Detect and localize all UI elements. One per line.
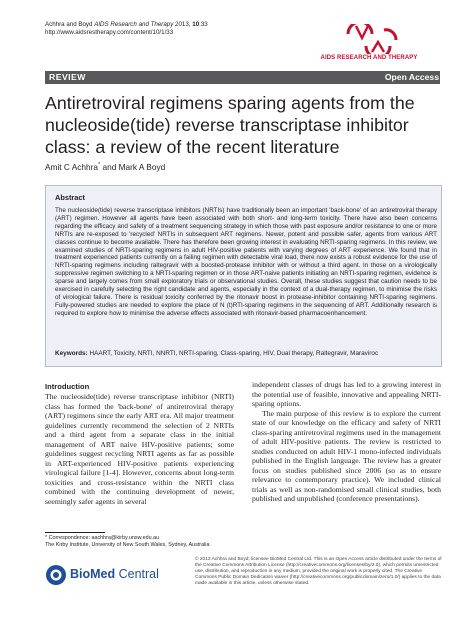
publisher-name-part2: Central (115, 567, 159, 581)
journal-logo (296, 24, 442, 66)
abstract-text: The nucleoside(tide) reverse transcriptase inhibitors (NRTIs) have traditionally been an important 'back-bone' of an antiretroviral therapy (ART) regimen. However all agents have been associated with both short- and long-term toxicity. There have also been concerns regarding the efficacy and safety of a treatment sequencing strategy in which those with past exposure and/or resistance to one or more NRTIs are re-exposed to 'recycled' NRTIs in subsequent ART regimens. Newer, potent and possible safer, agents from various ART classes continue to become available. There has therefore been growing interest in evaluating NRTI-sparing regimens. In this review, we examined studies of NRTI-sparing regimens in adult HIV-positive patients with varying degrees of ART experience. We found that in treatment experienced patients currently on a failing regimen with detectable viral load, there now exists a robust evidence for the use of NRTI-sparing regimens including raltegravir with a boosted-protease inhibitor with or without a third agent. In those on a virologically suppressive regimen switching to a NRTI-sparing regimen or in those ART-naive patients initiating an NRTI-sparing regimen, evidence is sparse and largely comes from small exploratory trials or observational studies. Overall, these studies suggest that caution needs to be exercised in carefully selecting the right candidate and agents, especially in the context of a dual-therapy regimen, to minimise the risks of virological failure. There is residual toxicity conferred by the ritonavir boost in protease-inhibitor containing NRTI-sparing regimens. Fully-powered studies are needed to explore the place of N (t)RTI-sparing regimens in the sequencing of ART. Additionally research is required to explore how to minimise the adverse effects associated with ritonavir-based pharmacoenhancement. (55, 207, 437, 317)
citation-volume: 10 (192, 21, 200, 28)
citation-journal: AIDS Research and Therapy (94, 21, 174, 28)
publisher-name (70, 567, 159, 581)
keywords-line (55, 350, 437, 358)
author-1[interactable]: Amit C Achhra (45, 162, 99, 172)
article-type-label: REVIEW (49, 72, 86, 82)
license-text: © 2013 Achhra and Boyd; licensee BioMed Central Ltd. This is an Open Access article distributed under the terms of the Creative Commons Attribution License (http://creativecommons.org/licenses/by/2.0), which permits unrestricted use, distribution, and reproduction in any medium, provided the original work is properly cited. The Creative Commons Public Domain Dedication waiver (http://creativecommons.org/publicdomain/zero/1.0/) applies to the data made available in this article, unless otherwise stated. (195, 557, 442, 586)
introduction-right-column (252, 380, 441, 504)
keywords-label: Keywords: (55, 350, 88, 357)
publisher-logo (45, 563, 165, 587)
open-access-label: Open Access (384, 72, 439, 82)
article-type-banner (45, 71, 440, 84)
article-url[interactable]: http://www.aidsrestherapy.com/content/10/1/33 (45, 29, 174, 36)
article-title: Antiretroviral regimens sparing agents from the nucleoside(tide) reverse transcriptase inhibitor class: a review of the recent literature (45, 93, 415, 157)
intro-paragraph-1: The nucleoside(tide) reverse transcriptase inhibitor (NRTI) class has formed the 'back-bone' of antiretroviral therapy (ART) regimens since the early ART era. All major treatment guidelines currently recommend the selection of 2 NRTIs and a third agent from a separate class in the initial management of ART naive HIV-positive patients; some guidelines suggest recycling NRTI agents as far as possible in ART-experienced HIV-positive patients experiencing virological failure [1-4]. However, concerns about long-term toxicities and cross-resistance within the NRTI class combined with the continuing development of newer, seemingly safer agents in several (45, 392, 234, 506)
intro-paragraph-1-continued: independent classes of drugs has led to a growing interest in the potential use of feasible, innovative and appealing NRTI-sparing options. (252, 380, 441, 408)
introduction-heading: Introduction (45, 382, 90, 391)
citation-line (45, 21, 208, 29)
affiliation-note: The Kirby Institute, University of New South Wales, Sydney, Australia (45, 542, 210, 548)
corresponding-mark: * (98, 162, 101, 169)
footnote-rule (45, 532, 105, 533)
citation-year: 2013, (173, 21, 193, 28)
biomed-central-icon (45, 564, 67, 586)
author-2: and Mark A Boyd (100, 162, 166, 172)
journal-logo-text: AIDS RESEARCH AND THERAPY (320, 55, 418, 61)
citation-page: :33 (199, 21, 208, 28)
publisher-name-part1: BioMed (70, 567, 116, 581)
keywords-list: HAART, Toxicity, NRTI, NNRTI, NRTI-sparing, Class-sparing, HIV, Dual therapy, Raltegravir, Maraviroc (87, 350, 379, 357)
abstract-heading: Abstract (55, 193, 85, 202)
correspondence-note: * Correspondence: aachhra@kirby.unsw.edu.au (45, 535, 160, 541)
citation-authors: Achhra and Boyd (45, 21, 95, 28)
journal-logo-icon (296, 24, 442, 54)
author-line (45, 162, 165, 172)
intro-paragraph-2: The main purpose of this review is to explore the current state of our knowledge on the efficacy and safety of NRTI class-sparing antiretroviral regimens used in the management of adult HIV-positive patients. The review is restricted to studies conducted on adult HIV-1 mono-infected individuals published in the English language. The review has a greater focus on studies published since 2006 (so as to ensure relevance to contemporary practice). We included clinical trials as well as non-randomised small clinical studies, both published and unpublished (conference presentations). (252, 408, 441, 503)
introduction-left-column (45, 392, 234, 506)
